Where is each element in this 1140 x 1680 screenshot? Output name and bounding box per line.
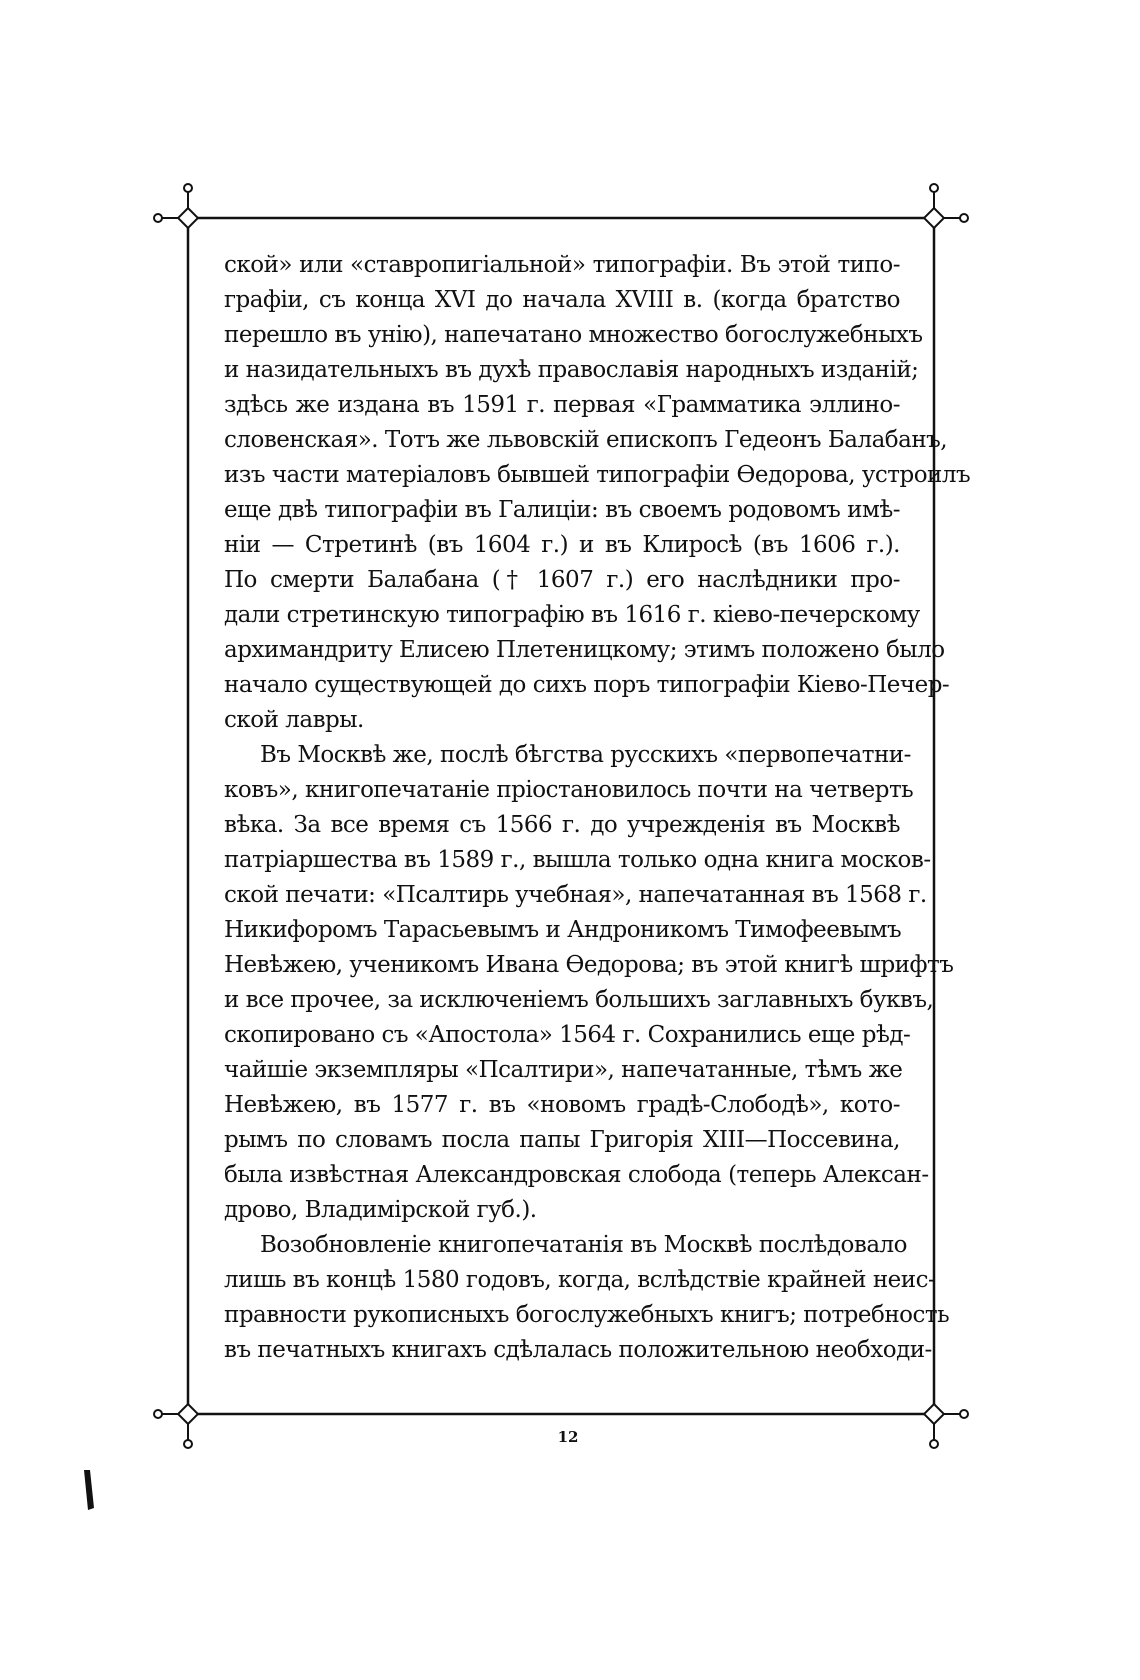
- text-line: ской лавры.: [224, 707, 364, 733]
- corner-ornament-bottom-right: [906, 1386, 968, 1448]
- text-line: рымъ по словамъ посла папы Григорія XIII—Поссевина,: [224, 1127, 900, 1153]
- text-line: и назидательныхъ въ духѣ православія народныхъ изданій;: [224, 357, 919, 383]
- text-line: еще двѣ типографіи въ Галиціи: въ своемъ родовомъ имѣ-: [224, 497, 900, 523]
- scan-blemish: [84, 1470, 94, 1510]
- text-line: Возобновленіе книгопечатанія въ Москвѣ послѣдовало: [260, 1232, 908, 1258]
- text-line: скопировано съ «Апостола» 1564 г. Сохранились еще рѣд-: [224, 1022, 911, 1048]
- text-line: начало существующей до сихъ поръ типографіи Кіево-Печер-: [224, 672, 950, 698]
- text-line: и все прочее, за исключеніемъ большихъ заглавныхъ буквъ,: [224, 987, 934, 1013]
- text-line: Невѣжею, въ 1577 г. въ «новомъ градѣ-Слободѣ», кото-: [224, 1092, 900, 1118]
- text-line: правности рукописныхъ богослужебныхъ книгъ; потребность: [224, 1302, 950, 1328]
- corner-ornament-top-left: [154, 184, 216, 246]
- text-line: лишь въ концѣ 1580 годовъ, когда, вслѣдствіе крайней неис-: [224, 1267, 936, 1293]
- paragraph: [224, 1228, 950, 1368]
- text-line: въ печатныхъ книгахъ сдѣлалась положительною необходи-: [224, 1337, 932, 1363]
- text-line: Въ Москвѣ же, послѣ бѣгства русскихъ «первопечатни-: [260, 742, 911, 768]
- paragraph: [224, 248, 971, 738]
- corner-ornament-bottom-left: [154, 1386, 216, 1448]
- text-line: ковъ», книгопечатаніе пріостановилось почти на четверть: [224, 777, 914, 803]
- text-line: словенская». Тотъ же львовскій епископъ Гедеонъ Балабанъ,: [224, 427, 948, 453]
- text-line: ніи — Стретинѣ (въ 1604 г.) и въ Клиросѣ (въ 1606 г.).: [224, 532, 900, 558]
- corner-ornament-top-right: [906, 184, 968, 246]
- text-line: Невѣжею, ученикомъ Ивана Ѳедорова; въ этой книгѣ шрифтъ: [224, 952, 954, 978]
- text-line: здѣсь же издана въ 1591 г. первая «Грамматика эллино-: [224, 392, 900, 418]
- body-text: [224, 248, 971, 1368]
- text-line: Никифоромъ Тарасьевымъ и Андроникомъ Тимофеевымъ: [224, 917, 902, 943]
- text-line: ской» или «ставропигіальной» типографіи. Въ этой типо-: [224, 252, 900, 278]
- text-line: чайшіе экземпляры «Псалтири», напечатанные, тѣмъ же: [224, 1057, 903, 1083]
- text-line: дрово, Владимірской губ.).: [224, 1197, 537, 1223]
- text-line: графіи, съ конца XVI до начала XVIII в. (когда братство: [224, 287, 900, 313]
- text-line: была извѣстная Александровская слобода (теперь Алексан-: [224, 1162, 929, 1188]
- text-line: перешло въ унію), напечатано множество богослужебныхъ: [224, 322, 923, 348]
- text-line: вѣка. За все время съ 1566 г. до учрежденія въ Москвѣ: [224, 812, 900, 838]
- page-number: 12: [557, 1428, 579, 1446]
- paragraph: [224, 738, 954, 1228]
- text-line: ской печати: «Псалтирь учебная», напечатанная въ 1568 г.: [224, 882, 927, 908]
- text-line: По смерти Балабана († 1607 г.) его наслѣдники про-: [224, 567, 900, 593]
- text-line: дали стретинскую типографію въ 1616 г. кіево-печерскому: [224, 602, 920, 628]
- text-line: патріаршества въ 1589 г., вышла только одна книга москов-: [224, 847, 931, 873]
- text-line: изъ части матеріаловъ бывшей типографіи Ѳедорова, устроилъ: [224, 462, 971, 488]
- text-line: архимандриту Елисею Плетеницкому; этимъ положено было: [224, 637, 945, 663]
